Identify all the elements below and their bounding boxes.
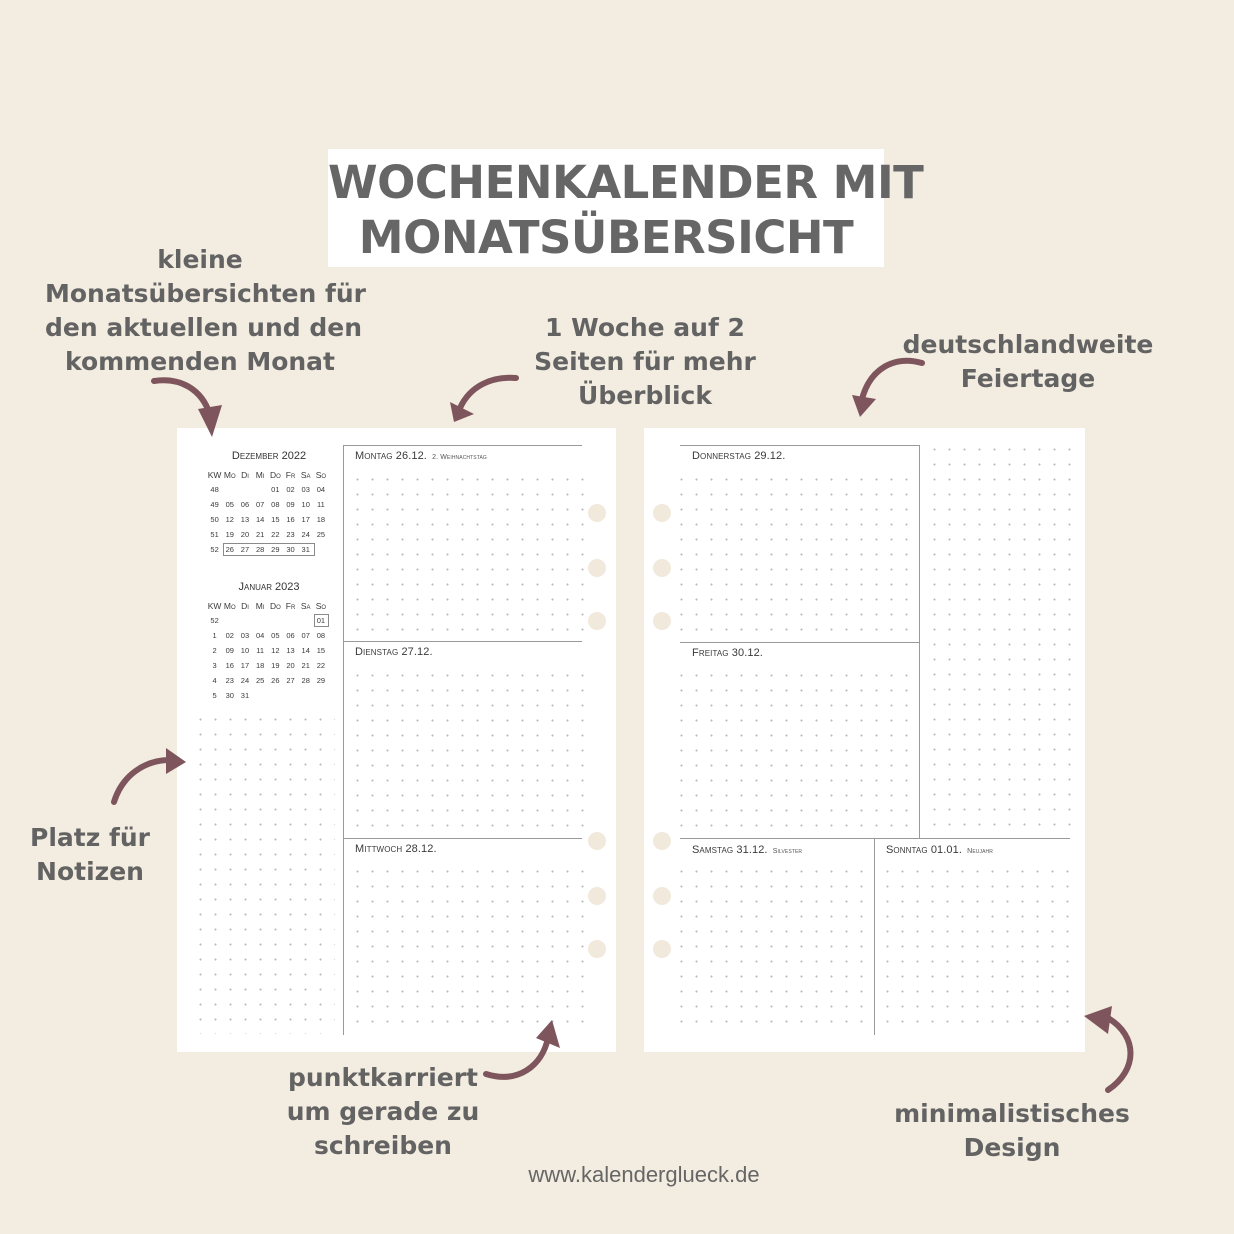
mini-calendar-week-row [207, 658, 331, 673]
divider-line [680, 838, 1070, 839]
weekday-header: Mo [223, 600, 236, 611]
day-cell: 15 [271, 515, 280, 524]
annotation-line: 1 Woche auf 2 [545, 313, 745, 342]
punch-hole [588, 887, 606, 905]
week-number: 2 [212, 646, 217, 655]
tuesday-dot-grid [350, 668, 584, 833]
curved-arrow-icon [108, 748, 190, 808]
annotation-holidays [898, 328, 1158, 396]
title-line-1: WOCHENKALENDER MIT [328, 156, 924, 209]
day-cell: 24 [301, 530, 310, 539]
annotation-line: deutschlandweite [902, 330, 1154, 359]
day-cell: 26 [225, 545, 234, 554]
mini-calendar-week-row [207, 497, 331, 512]
weekday-header: Di [241, 600, 249, 611]
day-header-saturday [692, 844, 802, 856]
day-cell: 26 [271, 676, 280, 685]
day-cell: 13 [286, 646, 295, 655]
day-cell: 20 [286, 661, 295, 670]
day-cell: 22 [316, 661, 326, 670]
day-cell: 13 [240, 515, 250, 524]
day-cell: 18 [255, 661, 265, 670]
punch-hole [653, 612, 671, 630]
day-cell: 18 [316, 515, 326, 524]
week-number: 48 [210, 485, 219, 494]
day-cell: 17 [301, 515, 310, 524]
sunday-dot-grid [880, 864, 1076, 1032]
day-cell: 11 [256, 646, 265, 655]
day-cell: 08 [316, 631, 326, 640]
day-name: Montag [355, 450, 393, 462]
day-cell: 21 [301, 661, 310, 670]
day-cell: 16 [286, 515, 295, 524]
annotation-line: um gerade zu [286, 1097, 480, 1126]
day-cell: 02 [225, 631, 234, 640]
day-cell: 25 [255, 676, 265, 685]
annotation-mini-months [45, 243, 367, 379]
day-cell: 06 [286, 631, 295, 640]
day-cell: 15 [316, 646, 326, 655]
day-cell: 20 [240, 530, 250, 539]
weekday-header: Mi [255, 469, 265, 480]
mini-calendar-week-row [207, 688, 331, 703]
mini-calendar-header-row [207, 467, 331, 482]
day-name: Freitag [692, 647, 729, 659]
curved-arrow-icon [480, 1018, 565, 1083]
day-name: Dienstag [355, 646, 399, 658]
day-cell: 05 [271, 631, 280, 640]
day-header-wednesday [355, 843, 437, 855]
divider-line [343, 641, 582, 642]
day-cell: 16 [225, 661, 234, 670]
day-cell: 27 [286, 676, 295, 685]
day-cell: 04 [316, 485, 326, 494]
day-name: Donnerstag [692, 450, 752, 462]
annotation-line: Notizen [36, 857, 144, 886]
divider-line [343, 838, 582, 839]
annotation-line: Platz für [30, 823, 150, 852]
punch-hole [588, 504, 606, 522]
day-cell: 07 [301, 631, 310, 640]
punch-hole [653, 940, 671, 958]
holiday-label: Neujahr [967, 848, 993, 855]
week-number: 52 [210, 616, 219, 625]
day-header-tuesday [355, 646, 433, 658]
week-number: 51 [210, 530, 219, 539]
day-cell: 10 [301, 500, 310, 509]
weekday-header: Fr [285, 600, 296, 611]
day-cell: 01 [271, 485, 280, 494]
day-name: Samstag [692, 844, 734, 856]
day-cell: 22 [271, 530, 280, 539]
day-date: 30.12. [731, 647, 763, 659]
divider-line [680, 642, 920, 643]
current-week-highlight [223, 543, 315, 556]
day-cell: 27 [240, 545, 250, 554]
punch-hole [653, 832, 671, 850]
punch-hole [588, 612, 606, 630]
day-cell: 23 [286, 530, 295, 539]
friday-dot-grid [674, 668, 914, 833]
weekday-header: KW [207, 600, 222, 611]
curved-arrow-icon [848, 355, 928, 420]
saturday-dot-grid [674, 864, 870, 1032]
annotation-notes [20, 821, 160, 889]
mini-calendar-title: Januar 2023 [238, 581, 300, 593]
website-url[interactable]: www.kalenderglueck.de [528, 1162, 760, 1187]
annotation-line: punktkarriert [287, 1063, 479, 1092]
notes-right-dot-grid [927, 442, 1077, 834]
weekday-header: Di [241, 469, 249, 480]
day-cell: 29 [271, 545, 280, 554]
punch-hole [588, 832, 606, 850]
day-cell: 17 [240, 661, 250, 670]
day-cell: 04 [255, 631, 265, 640]
day-header-friday [692, 647, 763, 659]
curved-arrow-icon [1082, 1000, 1147, 1095]
day-cell: 29 [316, 676, 326, 685]
punch-hole [653, 504, 671, 522]
day-header-thursday [692, 450, 785, 462]
day-cell: 07 [255, 500, 265, 509]
holiday-label: 2. Weihnachtstag [432, 454, 487, 461]
current-week-highlight [314, 614, 329, 627]
punch-hole [653, 559, 671, 577]
annotation-line: Feiertage [960, 364, 1096, 393]
day-date: 27.12. [401, 646, 433, 658]
day-cell: 31 [301, 545, 310, 554]
curved-arrow-icon [448, 372, 528, 427]
mini-calendar-week-row-current [207, 613, 331, 628]
annotation-line: Monatsübersichten für [45, 279, 367, 308]
day-date: 29.12. [754, 450, 786, 462]
punch-hole [588, 559, 606, 577]
day-cell: 10 [240, 646, 250, 655]
day-cell: 14 [255, 515, 265, 524]
week-number: 4 [212, 676, 217, 685]
week-number: 49 [210, 500, 219, 509]
day-cell: 01 [316, 616, 326, 625]
day-cell: 30 [225, 691, 234, 700]
annotation-line: schreiben [313, 1131, 452, 1160]
annotation-line: kleine [157, 245, 243, 274]
day-cell: 14 [301, 646, 310, 655]
mini-calendar-week-row [207, 512, 331, 527]
mini-calendar-week-row [207, 527, 331, 542]
day-cell: 19 [225, 530, 234, 539]
day-cell: 28 [301, 676, 310, 685]
day-date: 31.12. [736, 844, 768, 856]
annotation-week-spread [520, 311, 770, 413]
day-cell: 28 [255, 545, 265, 554]
holiday-label: Silvester [772, 848, 803, 855]
annotation-line: kommenden Monat [64, 347, 335, 376]
weekday-header: So [315, 600, 327, 611]
mini-calendar-week-row [207, 628, 331, 643]
week-number: 3 [212, 661, 217, 670]
day-header-sunday [886, 844, 993, 856]
day-cell: 30 [286, 545, 295, 554]
weekday-header: Do [269, 600, 281, 611]
day-cell: 24 [240, 676, 250, 685]
day-cell: 08 [271, 500, 280, 509]
day-cell: 06 [240, 500, 250, 509]
annotation-dotted [268, 1061, 498, 1163]
mini-calendar-week-row-current [207, 542, 331, 557]
weekday-header: Mo [223, 469, 236, 480]
weekend-divider [874, 838, 875, 1035]
curved-arrow-icon [150, 375, 230, 445]
day-cell: 03 [240, 631, 250, 640]
day-name: Mittwoch [355, 843, 403, 855]
mini-calendar-title: Dezember 2022 [231, 450, 307, 462]
day-cell: 03 [301, 485, 310, 494]
title-banner [328, 149, 924, 267]
week-number: 1 [212, 631, 217, 640]
annotation-line: minimalistisches [894, 1099, 1130, 1128]
mini-calendar-week-row [207, 482, 331, 497]
notes-dot-grid [193, 712, 335, 1034]
day-cell: 19 [271, 661, 280, 670]
week-number: 50 [210, 515, 219, 524]
wednesday-dot-grid [350, 864, 584, 1032]
day-date: 26.12. [395, 450, 427, 462]
annotation-line: Überblick [578, 381, 712, 410]
day-cell: 12 [225, 515, 234, 524]
week-number: 52 [210, 545, 219, 554]
annotation-line: Seiten für mehr [534, 347, 756, 376]
day-cell: 02 [286, 485, 295, 494]
day-cell: 25 [316, 530, 326, 539]
title-line-2: MONATSÜBERSICHT [358, 211, 854, 264]
weekday-header: Sa [300, 469, 311, 480]
weekday-header: Sa [300, 600, 311, 611]
day-cell: 09 [225, 646, 234, 655]
mini-calendar-header-row [207, 598, 331, 613]
weekday-header: Fr [285, 469, 296, 480]
week-number: 5 [212, 691, 217, 700]
weekday-header: Do [269, 469, 281, 480]
weekday-header: Mi [255, 600, 265, 611]
day-cell: 21 [255, 530, 265, 539]
weekday-header: KW [207, 469, 222, 480]
day-name: Sonntag [886, 844, 928, 856]
day-cell: 31 [240, 691, 250, 700]
day-cell: 09 [286, 500, 295, 509]
monday-dot-grid [350, 472, 584, 637]
mini-calendar-week-row [207, 673, 331, 688]
mini-calendar-december [207, 450, 331, 557]
weekday-header: So [315, 469, 327, 480]
mini-calendar-week-row [207, 643, 331, 658]
annotation-line: den aktuellen und den [45, 313, 362, 342]
thursday-dot-grid [674, 472, 914, 637]
day-cell: 11 [317, 500, 325, 509]
punch-hole [588, 940, 606, 958]
day-cell: 23 [225, 676, 234, 685]
day-cell: 12 [271, 646, 280, 655]
annotation-design [888, 1097, 1136, 1165]
day-cell: 05 [225, 500, 234, 509]
mini-calendar-january [207, 581, 331, 703]
day-date: 28.12. [405, 843, 437, 855]
day-header-monday [355, 450, 487, 462]
day-date: 01.01. [930, 844, 963, 856]
annotation-line: Design [963, 1133, 1061, 1162]
punch-hole [653, 887, 671, 905]
